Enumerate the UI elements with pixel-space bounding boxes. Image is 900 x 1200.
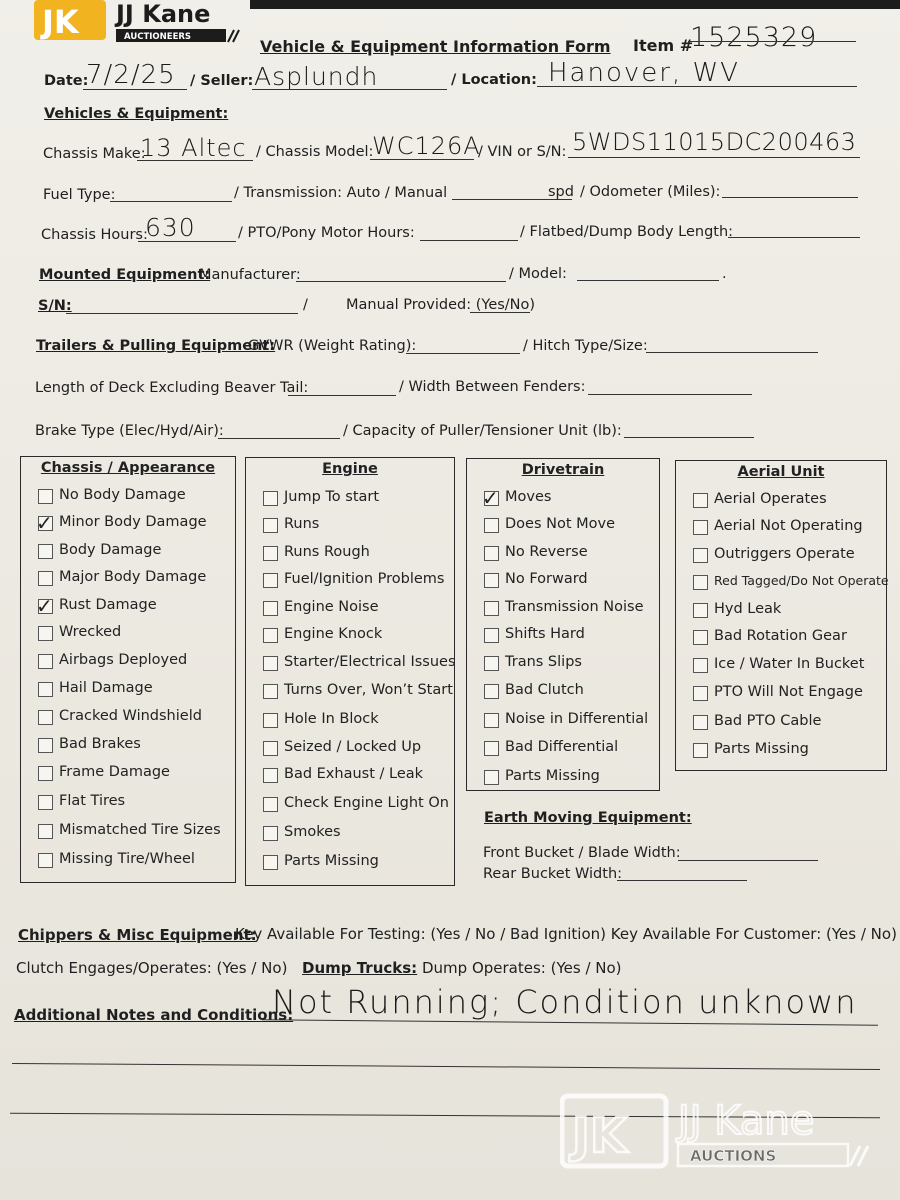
aerial-unit-box (675, 460, 887, 771)
earth-heading: Earth Moving Equipment: (484, 810, 692, 826)
checkbox-label: Moves (505, 489, 552, 505)
drivetrain-section-title: Drivetrain (521, 462, 605, 478)
odometer-line (722, 197, 858, 198)
watermark-brand: JJ Kane (678, 1098, 815, 1144)
chassis-make-value: 13 Altec (140, 134, 247, 162)
checkbox-label: Bad Differential (505, 739, 619, 755)
checkmark-icon: ✓ (36, 511, 53, 535)
brake-label: Brake Type (Elec/Hyd/Air): (35, 423, 224, 439)
checkbox[interactable] (38, 654, 53, 669)
clutch-text: Clutch Engages/Operates: (Yes / No) (16, 959, 288, 977)
trailers-heading: Trailers & Pulling Equipment: (36, 338, 276, 354)
vin-value: 5WDS11015DC200463 (572, 128, 857, 156)
checkbox[interactable] (38, 571, 53, 586)
chassis-model-line (370, 159, 474, 160)
checkbox-label: Engine Noise (284, 599, 379, 615)
checkbox-label: Airbags Deployed (59, 652, 188, 668)
checkbox-label: Bad Clutch (505, 682, 584, 698)
gvwr-line (406, 353, 520, 354)
fenders-line (588, 394, 752, 395)
checkbox[interactable] (38, 544, 53, 559)
checkbox-label: Trans Slips (505, 654, 582, 670)
checkbox-label: Bad Brakes (59, 736, 141, 752)
checkbox[interactable] (38, 682, 53, 697)
form-title: Vehicle & Equipment Information Form (260, 37, 611, 56)
gvwr-label: GVWR (Weight Rating): (248, 338, 417, 354)
checkbox-label: Runs (284, 516, 320, 532)
checkbox[interactable] (38, 738, 53, 753)
location-line (537, 86, 857, 87)
top-dark-edge (250, 0, 900, 9)
checkbox-label: Hole In Block (284, 711, 379, 727)
engine-section-title: Engine (322, 461, 378, 477)
flatbed-label: / Flatbed/Dump Body Length: (520, 224, 734, 240)
logo-mark: JK (42, 3, 79, 41)
checkbox-label: Missing Tire/Wheel (59, 851, 195, 867)
aerial-section-title: Aerial Unit (737, 464, 825, 480)
checkbox[interactable] (38, 710, 53, 725)
vin-label: / VIN or S/N: (478, 144, 567, 160)
rear-bucket-line (617, 880, 747, 881)
pto-label: / PTO/Pony Motor Hours: (238, 225, 415, 241)
checkbox-label: Body Damage (59, 542, 162, 558)
checkbox[interactable] (263, 826, 278, 841)
location-value: Hanover, WV (548, 58, 740, 88)
checkbox[interactable] (693, 630, 708, 645)
fenders-label: / Width Between Fenders: (399, 379, 586, 395)
capacity-label: / Capacity of Puller/Tensioner Unit (lb): (343, 423, 622, 439)
manufacturer-line (296, 281, 506, 282)
checkbox-label: Wrecked (59, 624, 122, 640)
checkbox-label: Engine Knock (284, 626, 383, 642)
checkbox[interactable] (263, 741, 278, 756)
checkbox[interactable] (484, 713, 499, 728)
checkbox-label: PTO Will Not Engage (714, 684, 863, 700)
checkbox[interactable] (38, 766, 53, 781)
checkbox[interactable] (263, 656, 278, 671)
hours-value: 630 (145, 213, 196, 242)
checkbox[interactable] (38, 626, 53, 641)
chassis-appearance-box (20, 456, 236, 883)
checkbox[interactable] (484, 741, 499, 756)
checkbox-label: Bad PTO Cable (714, 713, 822, 729)
checkbox-label: Cracked Windshield (59, 708, 202, 724)
hitch-label: / Hitch Type/Size: (523, 338, 648, 354)
sn-line (66, 313, 298, 314)
drivetrain-box (466, 458, 660, 791)
deck-label: Length of Deck Excluding Beaver Tail: (35, 380, 309, 396)
checkbox-label: Flat Tires (59, 793, 126, 809)
dump-heading: Dump Trucks: (302, 959, 418, 977)
item-value: 1525329 (690, 22, 818, 53)
checkbox-label: Hyd Leak (714, 601, 782, 617)
date-line (83, 89, 187, 90)
chippers-text: Key Available For Testing: (Yes / No / Bad Ignition) Key Available For Customer: (Yes / No) (235, 925, 897, 943)
checkbox[interactable] (263, 518, 278, 533)
checkbox-label: Mismatched Tire Sizes (59, 822, 221, 838)
checkbox[interactable] (38, 853, 53, 868)
checkbox[interactable] (484, 518, 499, 533)
checkbox-label: Major Body Damage (59, 569, 207, 585)
date-label: Date: (44, 73, 89, 89)
checkbox[interactable] (693, 743, 708, 758)
checkbox-label: Seized / Locked Up (284, 739, 422, 755)
hitch-line (646, 352, 818, 353)
checkbox[interactable] (693, 715, 708, 730)
checkbox-label: Parts Missing (714, 741, 809, 757)
seller-line (252, 89, 447, 90)
checkbox[interactable] (693, 686, 708, 701)
seller-value: Asplundh (254, 62, 379, 91)
engine-box (245, 457, 455, 886)
checkbox[interactable] (263, 573, 278, 588)
checkbox-label: Fuel/Ignition Problems (284, 571, 445, 587)
checkbox-label: Transmission Noise (505, 599, 644, 615)
watermark-sub: AUCTIONS (690, 1147, 777, 1165)
checkbox[interactable] (38, 795, 53, 810)
checkbox-label: Bad Rotation Gear (714, 628, 847, 644)
checkbox[interactable] (484, 601, 499, 616)
checkbox-label: Starter/Electrical Issues (284, 654, 456, 670)
front-bucket-label: Front Bucket / Blade Width: (483, 845, 681, 861)
checkbox[interactable] (693, 658, 708, 673)
fuel-label: Fuel Type: (43, 187, 116, 203)
checkbox[interactable] (484, 628, 499, 643)
checkbox-label: Smokes (284, 824, 341, 840)
checkbox[interactable] (263, 855, 278, 870)
checkbox-label: Aerial Not Operating (714, 518, 863, 534)
checkbox[interactable] (263, 713, 278, 728)
date-value: 7/2/25 (86, 60, 176, 90)
checkbox-label: Red Tagged/Do Not Operate (714, 573, 889, 588)
checkbox[interactable] (38, 824, 53, 839)
checkbox-label: Parts Missing (284, 853, 379, 869)
checkbox[interactable] (263, 546, 278, 561)
pto-line (420, 240, 518, 241)
jj-kane-watermark (560, 1092, 880, 1172)
chassis-make-line (137, 160, 253, 161)
notes-line-2 (12, 1063, 880, 1070)
hours-label: Chassis Hours: (41, 227, 148, 243)
odometer-label: / Odometer (Miles): (580, 184, 721, 200)
checkbox[interactable] (484, 770, 499, 785)
manufacturer-label: Manufacturer: (199, 267, 301, 283)
logo-sub: AUCTIONEERS (124, 32, 192, 42)
rear-bucket-label: Rear Bucket Width: (483, 866, 623, 882)
checkbox[interactable] (263, 628, 278, 643)
vin-line (568, 157, 860, 158)
checkbox-label: No Reverse (505, 544, 588, 560)
checkbox-label: Turns Over, Won’t Start (284, 682, 453, 698)
checkbox[interactable] (693, 575, 708, 590)
notes-value: Not Running; Condition unknown (272, 983, 858, 1021)
checkbox[interactable] (693, 603, 708, 618)
checkbox-label: Hail Damage (59, 680, 153, 696)
checkbox[interactable] (263, 684, 278, 699)
manual-underline (470, 312, 530, 313)
checkbox[interactable] (36, 594, 53, 618)
watermark-mark: JK (572, 1108, 628, 1164)
checkbox-label: Parts Missing (505, 768, 600, 784)
manual-text: Manual Provided: (Yes/No) (346, 297, 536, 313)
front-bucket-line (678, 860, 818, 861)
location-label: / Location: (451, 72, 537, 88)
checkbox[interactable] (693, 520, 708, 535)
brake-line (218, 438, 340, 439)
checkbox-label: Shifts Hard (505, 626, 585, 642)
chassis-section-title: Chassis / Appearance (40, 460, 216, 476)
checkmark-icon: ✓ (482, 486, 499, 510)
mounted-heading: Mounted Equipment: (39, 267, 211, 283)
checkbox-label: Rust Damage (59, 597, 157, 613)
chippers-heading: Chippers & Misc Equipment: (18, 926, 257, 944)
form-sheet: JK JJ Kane AUCTIONEERS Vehicle & Equipment Information Form Item # 1525329 Date: 7/2/25 / Seller: Asplundh / Location: Hanover, WV Vehicles & Equipment: Chassis Make: 13 Altec / Chassis Model: WC126A / VIN or S/N: 5WDS11015DC200463 Fuel Type: / Transmission: Auto / Manual spd / Odometer (Miles): Chassis Hours: 630 / PTO/Pony Motor Hours: / Flatbed/Dump Body Length: Mounted Equipment: Manufacturer: / Model: . S/N: / Manual Provided: (Yes/No) Trailers & Pulling Equipment: GVWR (Weight Rating): / Hitch Type/Size: Length of Deck Excluding Beaver Tail: / Width Between Fenders: Brake Type (Elec/Hyd/Air): / Capacity of Puller/Tensioner Unit (lb): Chassis / Appearance No Body Damage ✓ Minor Body Damage Body Damage Major Body Damage ✓ Rust Damage Wrecked Airbags Deployed Hail Damage Cracked Windshield Bad Brakes Frame Damage Flat Tires Mismatched Tire Sizes Missing Tire/Wheel Engine Jump To start Runs Runs Rough Fuel/Ignition Problems Engine Noise Engine Knock Starter/Electrical Issues Turns Over, Won’t Start Hole In Block Seized / Locked Up Bad Exhaust / Leak Check Engine Light On Smokes Parts Missing Drivetrain ✓ Moves Does Not Move No Reverse No Forward Transmission Noise Shifts Hard Trans Slips Bad Clutch Noise in Differential Bad Differential Parts Missing Aerial Unit Aerial Operates Aerial Not Operating Outriggers Operate Red Tagged/Do Not Operate Hyd Leak Bad Rotation Gear Ice / Water In Bucket PTO Will Not Engage Bad PTO Cable Parts Missing Earth Moving Equipment: Front Bucket / Blade Width: Rear Bucket Width: Chippers & Misc Equipment: Key Available For Testing: (Yes / No / Bad Ignition) Key Available For Customer: (Yes / No) Clutch Engages/Operates: (Yes / No) Dump Trucks: Dump Operates: (Yes / No) Additional Notes and Conditions: Not Running; Condition unknown JK JJ Kane AUCTIONS (0, 0, 900, 1200)
checkbox-label: Ice / Water In Bucket (714, 656, 865, 672)
checkbox[interactable] (36, 511, 53, 535)
checkbox[interactable] (484, 546, 499, 561)
capacity-line (624, 437, 754, 438)
checkbox[interactable] (263, 601, 278, 616)
checkbox[interactable] (263, 768, 278, 783)
checkbox[interactable] (263, 491, 278, 506)
vehicles-heading: Vehicles & Equipment: (44, 106, 229, 122)
model-line (577, 280, 719, 281)
checkbox-label: Frame Damage (59, 764, 170, 780)
checkbox[interactable] (263, 797, 278, 812)
checkbox[interactable] (693, 548, 708, 563)
checkbox-label: No Body Damage (59, 487, 186, 503)
checkbox-label: Does Not Move (505, 516, 616, 532)
chassis-make-label: Chassis Make: (43, 146, 146, 162)
sn-label: S/N: (38, 298, 72, 314)
checkbox-label: Bad Exhaust / Leak (284, 766, 424, 782)
checkbox-label: Aerial Operates (714, 491, 827, 507)
checkmark-icon: ✓ (36, 594, 53, 618)
item-label: Item # (633, 36, 694, 55)
checkbox[interactable] (484, 656, 499, 671)
checkbox[interactable] (484, 573, 499, 588)
checkbox-label: Outriggers Operate (714, 546, 855, 562)
notes-heading: Additional Notes and Conditions: (14, 1006, 294, 1024)
checkbox[interactable] (693, 493, 708, 508)
dump-text: Dump Operates: (Yes / No) (422, 959, 622, 977)
seller-label: / Seller: (190, 73, 254, 89)
checkbox-label: Jump To start (284, 489, 380, 505)
flatbed-line (728, 237, 860, 238)
chassis-model-value: WC126A (372, 132, 481, 160)
checkbox[interactable] (482, 486, 499, 510)
checkbox-label: Check Engine Light On (284, 795, 449, 811)
logo-brand: JJ Kane (116, 0, 211, 28)
item-line (688, 41, 856, 42)
checkbox-label: Runs Rough (284, 544, 370, 560)
manual-slash: / (303, 297, 308, 313)
fuel-line (110, 201, 232, 202)
checkbox-label: Minor Body Damage (59, 514, 207, 530)
spd-label: spd (548, 184, 574, 200)
checkbox[interactable] (484, 684, 499, 699)
model-label: / Model: (509, 266, 567, 282)
chassis-model-label: / Chassis Model: (256, 144, 374, 160)
checkbox-label: No Forward (505, 571, 588, 587)
hours-line (138, 241, 236, 242)
checkbox[interactable] (38, 489, 53, 504)
deck-line (288, 395, 396, 396)
jj-kane-logo (34, 0, 244, 44)
checkbox-label: Noise in Differential (505, 711, 649, 727)
transmission-label: / Transmission: Auto / Manual (234, 185, 448, 201)
